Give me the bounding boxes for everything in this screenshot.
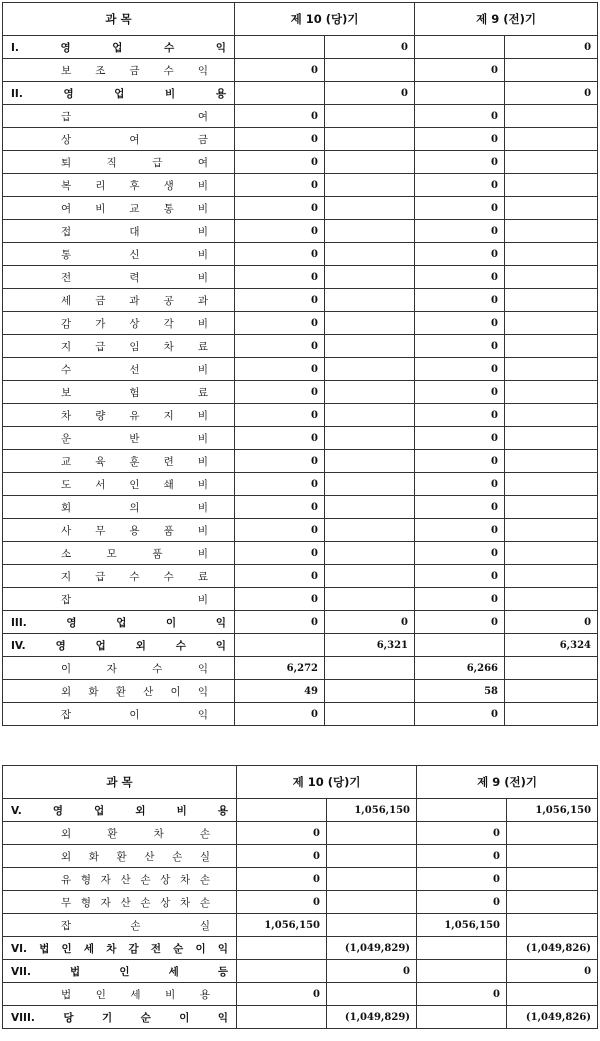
header-period-9: 제 9 (전)기	[417, 766, 598, 799]
amount-cell-c10b	[325, 151, 415, 174]
account-label: II. 영 업 비 용	[11, 87, 226, 100]
table-row	[3, 496, 598, 519]
table-row	[3, 473, 598, 496]
table-row	[3, 657, 598, 680]
amount-cell-c9b	[505, 703, 598, 726]
account-label: 잡 손 실	[61, 919, 210, 932]
account-cell	[3, 680, 235, 703]
amount-cell-c9a: 0	[415, 427, 505, 450]
account-cell	[3, 59, 235, 82]
account-label: 외 화 환 산 이 익	[61, 685, 208, 698]
amount-cell-c9a: 0	[415, 542, 505, 565]
account-label: 사 무 용 품 비	[61, 524, 208, 537]
table-row	[3, 519, 598, 542]
amount-cell-c9b	[505, 565, 598, 588]
section-heading-cell	[3, 82, 235, 105]
amount-cell-c10b	[325, 427, 415, 450]
amount-cell-c9b: (1,049,826)	[507, 1006, 598, 1029]
table-row	[3, 1006, 598, 1029]
amount-cell-c10a: 0	[235, 473, 325, 496]
amount-cell-c9a: 0	[415, 59, 505, 82]
table-row	[3, 82, 598, 105]
table-row	[3, 243, 598, 266]
amount-cell-c10a	[237, 799, 327, 822]
amount-cell-c10b	[325, 128, 415, 151]
account-cell	[3, 289, 235, 312]
amount-cell-c9b	[505, 197, 598, 220]
amount-cell-c10a: 0	[235, 174, 325, 197]
amount-cell-c10a: 0	[237, 845, 327, 868]
amount-cell-c9b	[505, 335, 598, 358]
account-label: V. 영 업 외 비 용	[11, 804, 228, 817]
amount-cell-c9b	[505, 105, 598, 128]
amount-cell-c9b	[505, 128, 598, 151]
amount-cell-c10b	[327, 822, 417, 845]
account-label: VII. 법 인 세 등	[11, 965, 228, 978]
account-label: 급 여	[61, 110, 208, 123]
amount-cell-c10b	[325, 312, 415, 335]
amount-cell-c10a: 1,056,150	[237, 914, 327, 937]
account-cell	[3, 914, 237, 937]
account-cell	[3, 220, 235, 243]
amount-cell-c9a: 0	[415, 519, 505, 542]
account-cell	[3, 450, 235, 473]
amount-cell-c9a: 1,056,150	[417, 914, 507, 937]
account-cell	[3, 312, 235, 335]
table-row	[3, 404, 598, 427]
header-period-9: 제 9 (전)기	[415, 3, 598, 36]
account-label: IV. 영 업 외 수 익	[11, 639, 226, 652]
amount-cell-c9a: 0	[415, 243, 505, 266]
amount-cell-c9a: 0	[415, 174, 505, 197]
amount-cell-c10a: 0	[235, 588, 325, 611]
amount-cell-c9b	[507, 914, 598, 937]
amount-cell-c9b	[505, 174, 598, 197]
amount-cell-c10b	[325, 381, 415, 404]
amount-cell-c9a	[417, 799, 507, 822]
amount-cell-c10b	[325, 197, 415, 220]
table-header-row	[3, 3, 598, 36]
amount-cell-c10a: 0	[235, 611, 325, 634]
account-cell	[3, 845, 237, 868]
header-account: 과 목	[3, 3, 235, 36]
account-label: 상 여 금	[61, 133, 208, 146]
amount-cell-c10a: 0	[235, 358, 325, 381]
amount-cell-c10a: 0	[235, 266, 325, 289]
account-cell	[3, 542, 235, 565]
amount-cell-c10a: 6,272	[235, 657, 325, 680]
amount-cell-c9a	[415, 36, 505, 59]
amount-cell-c10b	[325, 657, 415, 680]
account-cell	[3, 473, 235, 496]
amount-cell-c10b: 0	[325, 611, 415, 634]
amount-cell-c9b: 0	[505, 82, 598, 105]
amount-cell-c9a: 0	[415, 335, 505, 358]
account-cell	[3, 151, 235, 174]
amount-cell-c9a: 0	[415, 128, 505, 151]
amount-cell-c10a	[237, 960, 327, 983]
amount-cell-c10b	[325, 542, 415, 565]
amount-cell-c9b: 0	[505, 36, 598, 59]
table-row	[3, 845, 598, 868]
account-cell	[3, 868, 237, 891]
account-label: 도 서 인 쇄 비	[61, 478, 208, 491]
amount-cell-c9b	[505, 381, 598, 404]
table-row	[3, 36, 598, 59]
amount-cell-c10b	[325, 59, 415, 82]
amount-cell-c10b	[325, 496, 415, 519]
amount-cell-c10b: (1,049,829)	[327, 1006, 417, 1029]
account-label: 세 금 과 공 과	[61, 294, 208, 307]
section-heading-cell	[3, 1006, 237, 1029]
account-cell	[3, 128, 235, 151]
amount-cell-c9b	[507, 822, 598, 845]
account-label: 퇴 직 급 여	[61, 156, 208, 169]
table-row	[3, 822, 598, 845]
section-heading-cell	[3, 799, 237, 822]
amount-cell-c10b	[325, 473, 415, 496]
amount-cell-c10a: 0	[235, 565, 325, 588]
amount-cell-c9b: 6,324	[505, 634, 598, 657]
amount-cell-c9a: 0	[417, 868, 507, 891]
account-label: I. 영 업 수 익	[11, 41, 226, 54]
amount-cell-c9a	[417, 960, 507, 983]
amount-cell-c9a: 58	[415, 680, 505, 703]
income-statement-table-2	[2, 765, 598, 1029]
account-cell	[3, 335, 235, 358]
table-row	[3, 868, 598, 891]
amount-cell-c9b	[505, 680, 598, 703]
table-row	[3, 983, 598, 1006]
account-cell	[3, 496, 235, 519]
account-cell	[3, 243, 235, 266]
amount-cell-c10b	[325, 450, 415, 473]
table-row	[3, 381, 598, 404]
account-label: 차 량 유 지 비	[61, 409, 208, 422]
section-heading-cell	[3, 611, 235, 634]
amount-cell-c9b	[505, 404, 598, 427]
amount-cell-c10b	[327, 983, 417, 1006]
amount-cell-c9a: 0	[415, 496, 505, 519]
account-cell	[3, 703, 235, 726]
amount-cell-c9b	[505, 542, 598, 565]
account-label: 보 조 금 수 익	[61, 64, 208, 77]
account-cell	[3, 891, 237, 914]
account-label: 이 자 수 익	[61, 662, 208, 675]
amount-cell-c10b	[327, 868, 417, 891]
table-row	[3, 174, 598, 197]
amount-cell-c9b: (1,049,826)	[507, 937, 598, 960]
amount-cell-c10a: 0	[235, 197, 325, 220]
amount-cell-c9b	[505, 151, 598, 174]
amount-cell-c10a: 0	[237, 983, 327, 1006]
amount-cell-c10a: 0	[235, 151, 325, 174]
amount-cell-c10a	[237, 1006, 327, 1029]
amount-cell-c10a	[237, 937, 327, 960]
account-cell	[3, 822, 237, 845]
amount-cell-c9b	[505, 588, 598, 611]
amount-cell-c9a: 0	[415, 611, 505, 634]
account-cell	[3, 427, 235, 450]
table-row	[3, 105, 598, 128]
amount-cell-c9b: 0	[507, 960, 598, 983]
table-row	[3, 335, 598, 358]
amount-cell-c10a	[235, 82, 325, 105]
amount-cell-c10a: 0	[235, 220, 325, 243]
table-row	[3, 588, 598, 611]
amount-cell-c9a: 0	[415, 588, 505, 611]
amount-cell-c10a: 0	[235, 243, 325, 266]
amount-cell-c10a: 0	[237, 822, 327, 845]
amount-cell-c10b	[325, 358, 415, 381]
table-row	[3, 542, 598, 565]
header-account: 과 목	[3, 766, 237, 799]
amount-cell-c9b	[505, 289, 598, 312]
amount-cell-c10b	[325, 519, 415, 542]
amount-cell-c10b: 1,056,150	[327, 799, 417, 822]
amount-cell-c10b	[325, 105, 415, 128]
amount-cell-c10b	[325, 680, 415, 703]
amount-cell-c9a: 0	[415, 703, 505, 726]
amount-cell-c9b	[505, 496, 598, 519]
amount-cell-c10a: 0	[235, 381, 325, 404]
table-row	[3, 312, 598, 335]
amount-cell-c9b	[507, 868, 598, 891]
account-label: 잡 비	[61, 593, 208, 606]
section-heading-cell	[3, 36, 235, 59]
amount-cell-c9b	[505, 312, 598, 335]
amount-cell-c10b	[325, 335, 415, 358]
table-row	[3, 937, 598, 960]
table-row	[3, 151, 598, 174]
account-label: 법 인 세 비 용	[61, 988, 210, 1001]
account-cell	[3, 266, 235, 289]
account-cell	[3, 381, 235, 404]
amount-cell-c9a	[417, 1006, 507, 1029]
account-cell	[3, 588, 235, 611]
account-cell	[3, 174, 235, 197]
amount-cell-c9a: 0	[417, 891, 507, 914]
amount-cell-c9b	[507, 891, 598, 914]
amount-cell-c10b	[327, 891, 417, 914]
table-row	[3, 358, 598, 381]
section-heading-cell	[3, 937, 237, 960]
amount-cell-c10b	[325, 588, 415, 611]
table-row	[3, 266, 598, 289]
amount-cell-c10a: 0	[235, 335, 325, 358]
table-row	[3, 59, 598, 82]
table-row	[3, 450, 598, 473]
amount-cell-c9a	[415, 634, 505, 657]
amount-cell-c10b	[325, 243, 415, 266]
table-row	[3, 611, 598, 634]
amount-cell-c10b: 0	[327, 960, 417, 983]
account-cell	[3, 565, 235, 588]
header-period-10: 제 10 (당)기	[237, 766, 417, 799]
amount-cell-c9b	[505, 220, 598, 243]
amount-cell-c10b: 6,321	[325, 634, 415, 657]
account-label: 외 화 환 산 손 실	[61, 850, 210, 863]
amount-cell-c9b	[507, 983, 598, 1006]
amount-cell-c9a: 0	[415, 105, 505, 128]
amount-cell-c10b	[327, 845, 417, 868]
amount-cell-c10b	[325, 220, 415, 243]
amount-cell-c9b	[505, 266, 598, 289]
amount-cell-c9a: 0	[417, 845, 507, 868]
amount-cell-c9a: 0	[417, 983, 507, 1006]
account-label: 전 력 비	[61, 271, 208, 284]
amount-cell-c9a: 0	[415, 289, 505, 312]
account-label: 외 환 차 손	[61, 827, 210, 840]
amount-cell-c9b: 0	[505, 611, 598, 634]
amount-cell-c9a	[417, 937, 507, 960]
amount-cell-c10b	[325, 289, 415, 312]
amount-cell-c9a: 0	[415, 266, 505, 289]
amount-cell-c9b	[505, 358, 598, 381]
amount-cell-c9b: 1,056,150	[507, 799, 598, 822]
amount-cell-c9a: 0	[415, 381, 505, 404]
account-cell	[3, 519, 235, 542]
amount-cell-c10b: (1,049,829)	[327, 937, 417, 960]
amount-cell-c10a	[235, 36, 325, 59]
amount-cell-c9a: 0	[415, 197, 505, 220]
account-cell	[3, 983, 237, 1006]
section-heading-cell	[3, 960, 237, 983]
table-row	[3, 128, 598, 151]
amount-cell-c9b	[505, 473, 598, 496]
amount-cell-c9a: 0	[415, 220, 505, 243]
header-period-10: 제 10 (당)기	[235, 3, 415, 36]
amount-cell-c10a: 0	[235, 59, 325, 82]
account-label: 지 급 임 차 료	[61, 340, 208, 353]
amount-cell-c9b	[505, 450, 598, 473]
account-label: 운 반 비	[61, 432, 208, 445]
amount-cell-c10b: 0	[325, 36, 415, 59]
amount-cell-c9a: 6,266	[415, 657, 505, 680]
amount-cell-c9a: 0	[415, 473, 505, 496]
amount-cell-c10a: 49	[235, 680, 325, 703]
amount-cell-c10a: 0	[235, 427, 325, 450]
table-row	[3, 914, 598, 937]
income-statement-table-1	[2, 2, 598, 726]
table-row	[3, 960, 598, 983]
amount-cell-c9b	[505, 657, 598, 680]
amount-cell-c9a: 0	[415, 450, 505, 473]
amount-cell-c10a: 0	[235, 542, 325, 565]
account-cell	[3, 197, 235, 220]
account-label: 교 육 훈 련 비	[61, 455, 208, 468]
account-label: 지 급 수 수 료	[61, 570, 208, 583]
account-cell	[3, 105, 235, 128]
amount-cell-c10b	[327, 914, 417, 937]
amount-cell-c9a: 0	[415, 358, 505, 381]
account-label: 보 험 료	[61, 386, 208, 399]
table-row	[3, 703, 598, 726]
account-label: 무 형 자 산 손 상 차 손	[61, 896, 210, 909]
table-row	[3, 427, 598, 450]
table-row	[3, 197, 598, 220]
amount-cell-c10a	[235, 634, 325, 657]
amount-cell-c10a: 0	[235, 289, 325, 312]
amount-cell-c9a	[415, 82, 505, 105]
account-label: 통 신 비	[61, 248, 208, 261]
amount-cell-c10b	[325, 266, 415, 289]
account-label: 잡 이 익	[61, 708, 208, 721]
account-label: 감 가 상 각 비	[61, 317, 208, 330]
amount-cell-c10a: 0	[237, 891, 327, 914]
account-cell	[3, 358, 235, 381]
amount-cell-c10a: 0	[237, 868, 327, 891]
section-heading-cell	[3, 634, 235, 657]
account-label: VI. 법 인 세 차 감 전 순 이 익	[11, 942, 228, 955]
table-row	[3, 565, 598, 588]
amount-cell-c10a: 0	[235, 312, 325, 335]
amount-cell-c10b	[325, 565, 415, 588]
table-row	[3, 799, 598, 822]
table-row	[3, 680, 598, 703]
table-header-row	[3, 766, 598, 799]
amount-cell-c9b	[505, 243, 598, 266]
account-cell	[3, 404, 235, 427]
amount-cell-c10b	[325, 174, 415, 197]
account-cell	[3, 657, 235, 680]
table-row	[3, 220, 598, 243]
account-label: VIII. 당 기 순 이 익	[11, 1011, 228, 1024]
amount-cell-c9a: 0	[417, 822, 507, 845]
amount-cell-c9b	[507, 845, 598, 868]
amount-cell-c10b	[325, 703, 415, 726]
amount-cell-c9b	[505, 59, 598, 82]
account-label: 여 비 교 통 비	[61, 202, 208, 215]
account-label: 수 선 비	[61, 363, 208, 376]
account-label: 복 리 후 생 비	[61, 179, 208, 192]
amount-cell-c9b	[505, 519, 598, 542]
table-row	[3, 289, 598, 312]
amount-cell-c10a: 0	[235, 450, 325, 473]
amount-cell-c9a: 0	[415, 404, 505, 427]
account-label: III. 영 업 이 익	[11, 616, 226, 629]
amount-cell-c10a: 0	[235, 519, 325, 542]
amount-cell-c9a: 0	[415, 565, 505, 588]
amount-cell-c10a: 0	[235, 404, 325, 427]
amount-cell-c10a: 0	[235, 128, 325, 151]
amount-cell-c10a: 0	[235, 105, 325, 128]
amount-cell-c10a: 0	[235, 496, 325, 519]
amount-cell-c10a: 0	[235, 703, 325, 726]
account-label: 회 의 비	[61, 501, 208, 514]
table-row	[3, 634, 598, 657]
amount-cell-c9a: 0	[415, 151, 505, 174]
account-label: 소 모 품 비	[61, 547, 208, 560]
amount-cell-c9b	[505, 427, 598, 450]
amount-cell-c10b	[325, 404, 415, 427]
table-row	[3, 891, 598, 914]
amount-cell-c9a: 0	[415, 312, 505, 335]
account-label: 유 형 자 산 손 상 차 손	[61, 873, 210, 886]
account-label: 접 대 비	[61, 225, 208, 238]
amount-cell-c10b: 0	[325, 82, 415, 105]
